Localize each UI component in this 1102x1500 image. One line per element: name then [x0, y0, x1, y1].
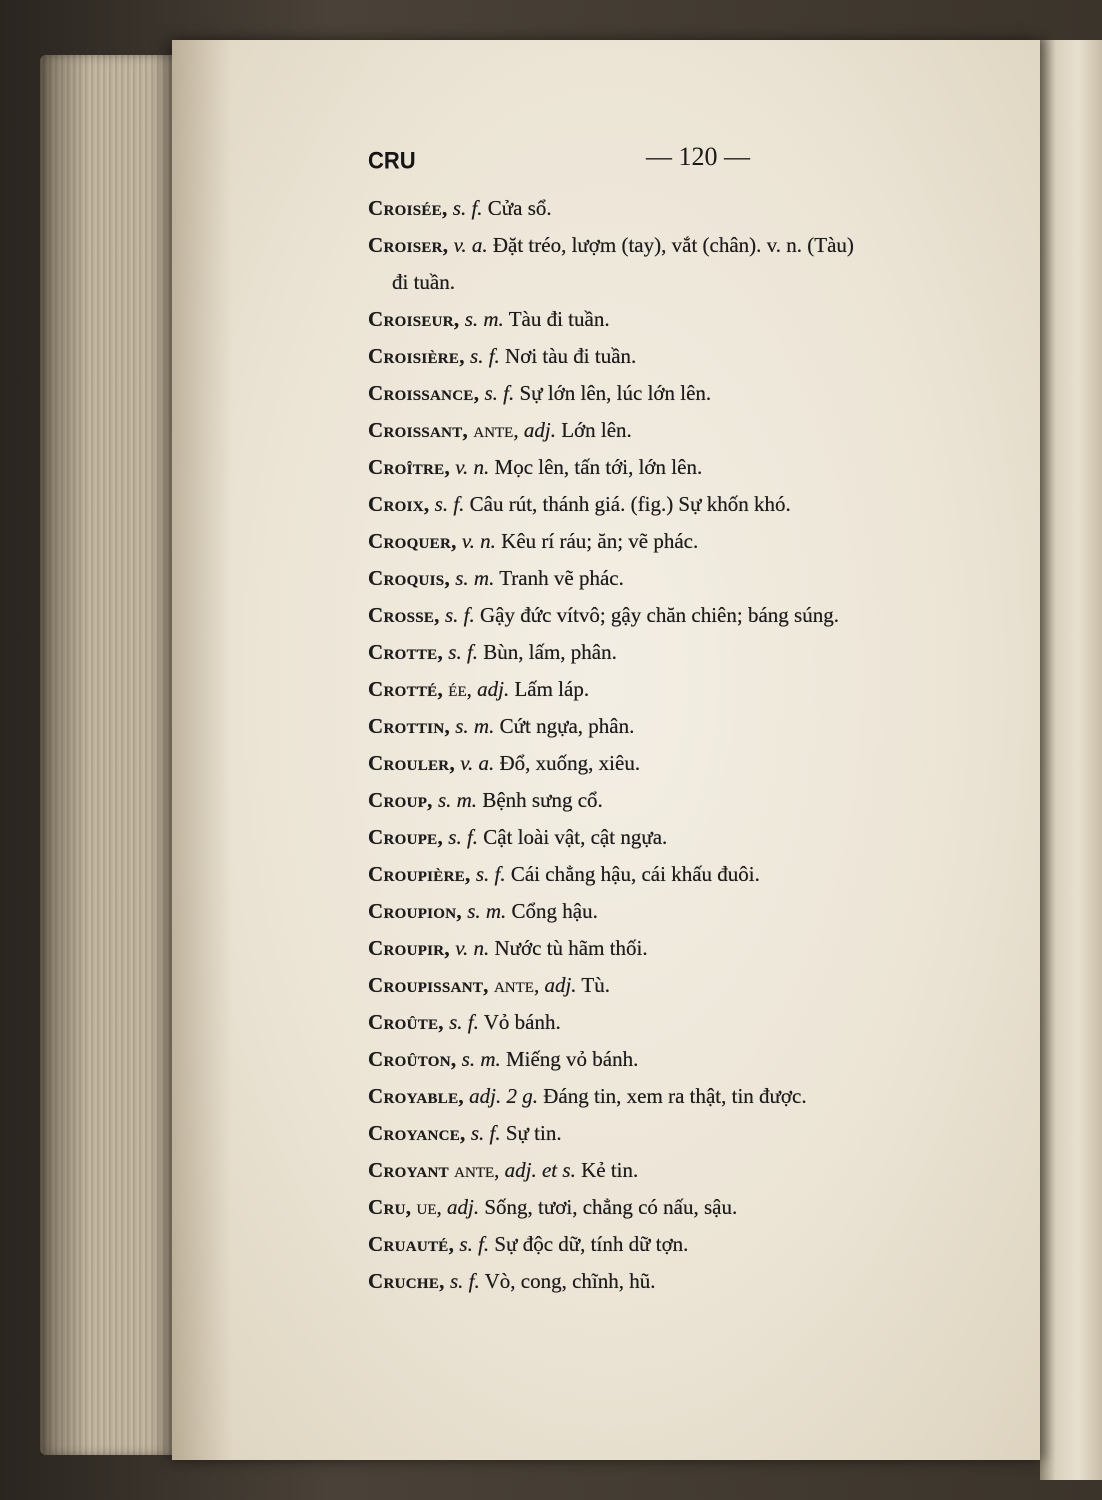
definition: Bùn, lấm, phân. [483, 640, 617, 664]
grammar: s. f. [444, 603, 475, 627]
headword: Croyable, [368, 1084, 464, 1108]
grammar: s. f. [449, 1010, 479, 1034]
definition: Nước tù hãm thối. [494, 936, 648, 960]
headword: Croûte, [368, 1010, 444, 1034]
headword: Croupe, [368, 825, 444, 849]
grammar: s. f. [459, 1232, 490, 1256]
headword: Crouler, [368, 751, 455, 775]
grammar: s. m. [455, 714, 495, 738]
grammar: s. f. [470, 1121, 501, 1145]
headword: Croître, [368, 455, 450, 479]
entry-croisiere [368, 338, 1048, 375]
headword: Crosse, [368, 603, 440, 627]
entry-crouler [368, 745, 1048, 782]
grammar: s. f. [484, 381, 515, 405]
feminine-ending: ée, [448, 677, 472, 701]
definition: Sự tin. [505, 1121, 562, 1145]
grammar: s. f. [449, 1269, 480, 1293]
grammar: s. m. [467, 899, 507, 923]
dictionary-entries [368, 190, 1048, 1300]
headword: Croyant [368, 1158, 449, 1182]
entry-croupir [368, 930, 1048, 967]
definition: Miếng vỏ bánh. [505, 1047, 639, 1071]
grammar: s. m. [437, 788, 478, 812]
grammar: s. m. [455, 566, 495, 590]
definition: Tranh vẽ phác. [499, 566, 624, 590]
headword: Croissance, [368, 381, 480, 405]
grammar: adj. [477, 677, 510, 701]
grammar: s. f. [434, 492, 465, 516]
book-edge-shadow [40, 55, 180, 1455]
definition: Vò, cong, chĩnh, hũ. [484, 1269, 656, 1293]
page-number: — 120 — [646, 142, 750, 171]
headword: Croisée, [368, 196, 448, 220]
entry-croyable [368, 1078, 1048, 1115]
headword: Croupir, [368, 936, 450, 960]
grammar: s. f. [448, 825, 479, 849]
entry-croupe [368, 819, 1048, 856]
definition: Cổng hậu. [511, 899, 598, 923]
definition: Nơi tàu đi tuần. [505, 344, 637, 368]
entry-croiser [368, 227, 1048, 301]
grammar: adj. [544, 973, 577, 997]
entry-cru [368, 1189, 1048, 1226]
entry-croix [368, 486, 1048, 523]
definition: Cật loài vật, cật ngựa. [483, 825, 668, 849]
headword: Croûton, [368, 1047, 457, 1071]
entry-croupiere [368, 856, 1048, 893]
headword: Cruche, [368, 1269, 445, 1293]
grammar: adj. et s. [504, 1158, 576, 1182]
definition: Cứt ngựa, phân. [499, 714, 635, 738]
headword: Croupissant, [368, 973, 489, 997]
grammar: s. f. [475, 862, 506, 886]
definition: Sự độc dữ, tính dữ tợn. [494, 1232, 689, 1256]
entry-croyance [368, 1115, 1048, 1152]
headword: Crotté, [368, 677, 444, 701]
entry-cruche [368, 1263, 1048, 1300]
grammar: v. a. [453, 233, 488, 257]
headword: Croquer, [368, 529, 457, 553]
definition: Đặt tréo, lượm (tay), vắt (chân). v. n. (Tàu) [492, 233, 854, 257]
feminine-ending: ante, [493, 973, 540, 997]
grammar: s. m. [464, 307, 504, 331]
definition: Sống, tươi, chẳng có nấu, sậu. [484, 1195, 738, 1219]
feminine-ending: ante, [454, 1158, 500, 1182]
headword: Croyance, [368, 1121, 466, 1145]
definition: Đổ, xuống, xiêu. [499, 751, 641, 775]
definition-continuation: đi tuần. [392, 270, 455, 294]
headword: Croix, [368, 492, 430, 516]
definition: Đáng tin, xem ra thật, tin được. [543, 1084, 807, 1108]
grammar: s. f. [448, 640, 479, 664]
definition: Tù. [581, 973, 610, 997]
grammar: v. n. [461, 529, 496, 553]
entry-croupion [368, 893, 1048, 930]
headword: Croup, [368, 788, 433, 812]
definition: Lấm láp. [514, 677, 590, 701]
grammar: adj. [447, 1195, 480, 1219]
definition: Sự lớn lên, lúc lớn lên. [519, 381, 712, 405]
grammar: s. m. [461, 1047, 501, 1071]
entry-croquer [368, 523, 1048, 560]
headword: Croquis, [368, 566, 450, 590]
definition: Cửa sổ. [487, 196, 552, 220]
entry-croute [368, 1004, 1048, 1041]
headword: Cruauté, [368, 1232, 455, 1256]
definition: Bệnh sưng cổ. [482, 788, 603, 812]
definition: Mọc lên, tấn tới, lớn lên. [494, 455, 703, 479]
headword: Crotte, [368, 640, 444, 664]
entry-croissant [368, 412, 1048, 449]
entry-croquis [368, 560, 1048, 597]
definition: Lớn lên. [561, 418, 632, 442]
running-head: CRU [368, 146, 416, 175]
definition: Gậy đức vítvô; gậy chăn chiên; báng súng. [479, 603, 839, 627]
headword: Croupière, [368, 862, 471, 886]
headword: Crottin, [368, 714, 450, 738]
definition: Câu rút, thánh giá. (fig.) Sự khốn khó. [469, 492, 791, 516]
entry-crosse [368, 597, 1048, 634]
entry-crotte-adj [368, 671, 1048, 708]
headword: Croissant, [368, 418, 469, 442]
headword: Cru, [368, 1195, 412, 1219]
page-gutter-shadow [172, 40, 232, 1460]
headword: Croupion, [368, 899, 462, 923]
definition: Kêu rí ráu; ăn; vẽ phác. [501, 529, 699, 553]
grammar: v. n. [455, 455, 490, 479]
headword: Croiser, [368, 233, 449, 257]
feminine-ending: ue, [416, 1195, 442, 1219]
entry-croitre [368, 449, 1048, 486]
entry-croissance [368, 375, 1048, 412]
entry-croup [368, 782, 1048, 819]
grammar: s. f. [470, 344, 500, 368]
entry-croupissant [368, 967, 1048, 1004]
entry-croisee [368, 190, 1048, 227]
definition: Cái chẳng hậu, cái khấu đuôi. [510, 862, 760, 886]
entry-croyant [368, 1152, 1048, 1189]
grammar: v. a. [460, 751, 495, 775]
definition: Tàu đi tuần. [508, 307, 610, 331]
definition: Kẻ tin. [581, 1158, 639, 1182]
definition: Vỏ bánh. [483, 1010, 561, 1034]
grammar: v. n. [455, 936, 490, 960]
grammar: s. f. [452, 196, 483, 220]
facing-page-edge [1040, 40, 1102, 1480]
entry-crouton [368, 1041, 1048, 1078]
entry-crotte [368, 634, 1048, 671]
feminine-ending: ante, [473, 418, 519, 442]
entry-crottin [368, 708, 1048, 745]
entry-cruaute [368, 1226, 1048, 1263]
headword: Croiseur, [368, 307, 460, 331]
entry-croiseur [368, 301, 1048, 338]
grammar: adj. 2 g. [469, 1084, 539, 1108]
headword: Croisière, [368, 344, 465, 368]
grammar: adj. [523, 418, 556, 442]
